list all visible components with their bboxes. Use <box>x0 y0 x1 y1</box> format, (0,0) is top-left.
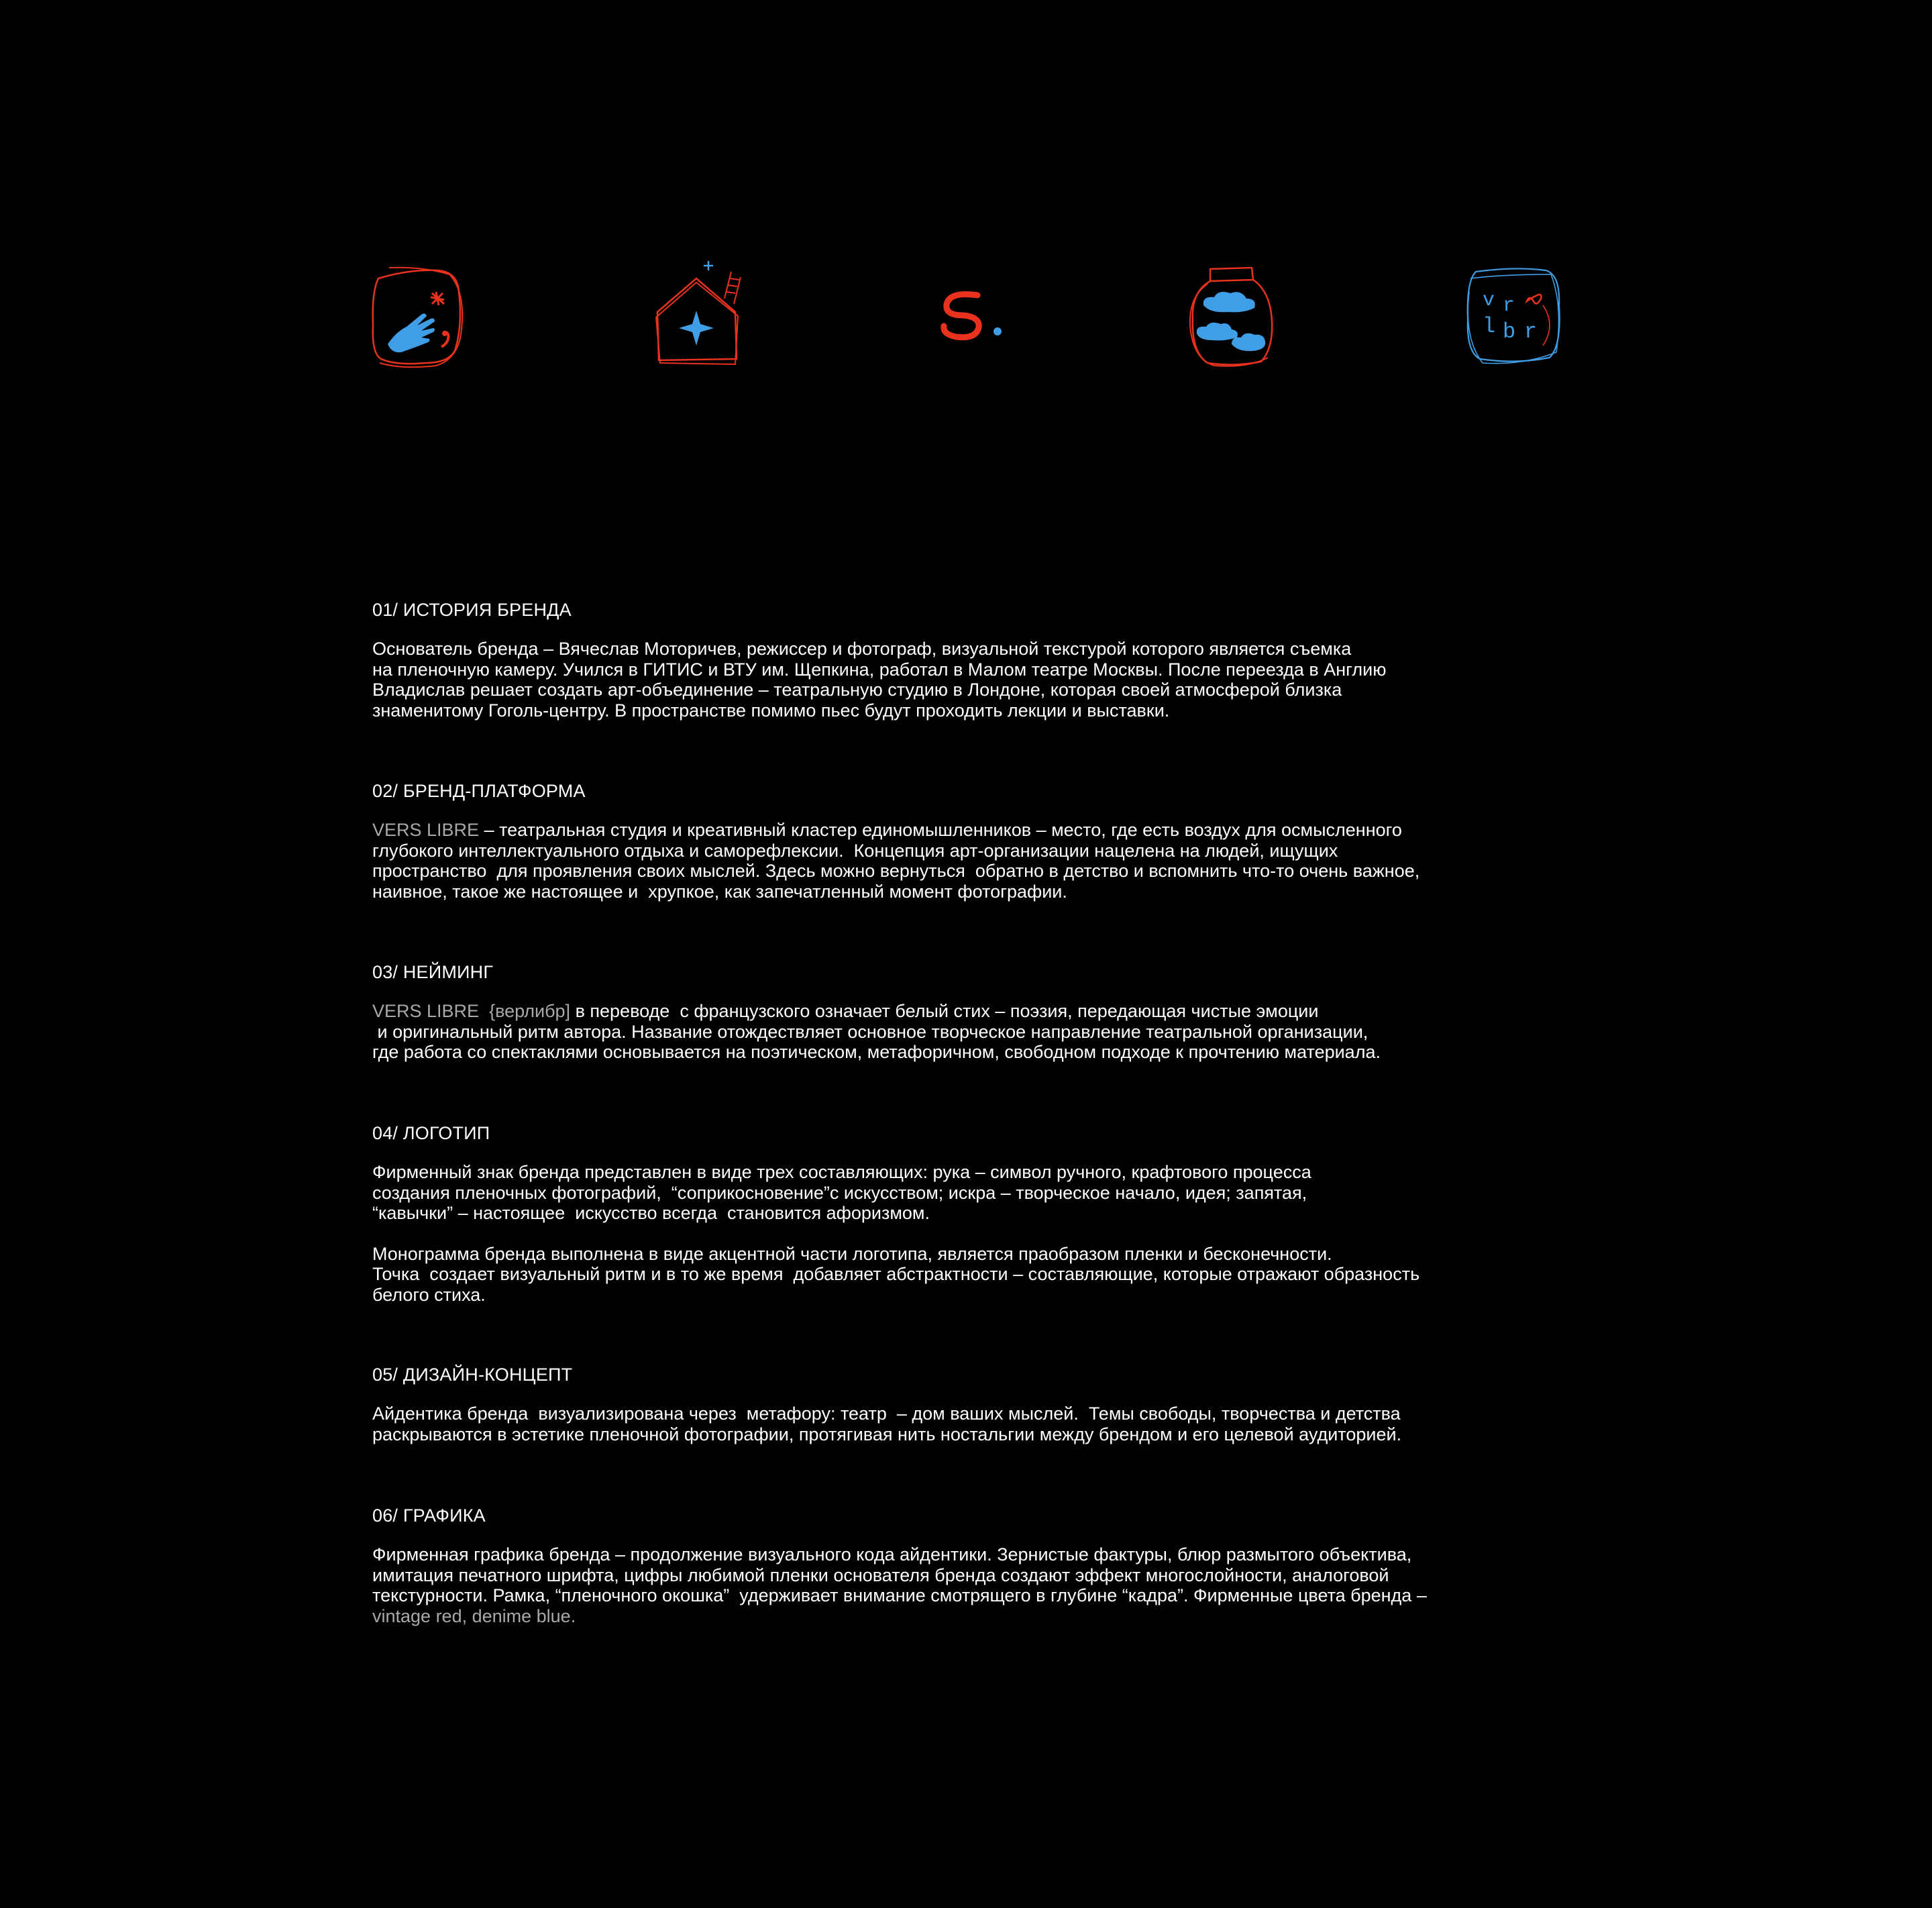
paragraph-line: “кавычки” – настоящее искусство всегда становится афоризмом. <box>372 1203 930 1223</box>
vrlbr-letter-b: b <box>1503 319 1516 344</box>
paragraph-line: и оригинальный ритм автора. Название отождествляет основное творческое направление театральной организации, <box>372 1021 1368 1042</box>
logo-icons-row <box>0 0 1932 470</box>
brand-name-lead: VERS LIBRE <box>372 820 480 840</box>
section-title: 04/ ЛОГОТИП <box>372 1123 490 1143</box>
paragraph-line <box>372 1001 1587 1022</box>
paragraph-line: наивное, такое же настоящее и хрупкое, как запечатленный момент фотографии. <box>372 881 1067 902</box>
house-star-icon <box>651 258 758 372</box>
paragraph-text: в переводе с французского означает белый стих – поэзия, передающая чистые эмоции <box>570 1001 1319 1021</box>
paragraph-line: раскрываются в эстетике пленочной фотографии, протягивая нить ностальгии между брендом и его целевой аудиторией. <box>372 1424 1402 1444</box>
paragraph-line: Фирменная графика бренда – продолжение визуального кода айдентики. Зернистые фактуры, блюр размытого объектива, <box>372 1544 1412 1565</box>
paragraph-line: Монограмма бренда выполнена в виде акцентной части логотипа, является праобразом пленки и бесконечности. <box>372 1243 1332 1264</box>
paragraph-line: белого стиха. <box>372 1284 486 1305</box>
paragraph-line: на пленочную камеру. Учился в ГИТИС и ВТУ им. Щепкина, работал в Малом театре Москвы. После переезда в Англию <box>372 659 1387 680</box>
paragraph-line: Айдентика бренда визуализирована через метафору: театр – дом ваших мыслей. Темы свободы, творчества и детства <box>372 1403 1401 1424</box>
hand-spark-comma-icon <box>369 265 466 369</box>
paragraph-line: имитация печатного шрифта, цифры любимой пленки основателя бренда создают эффект многослойности, аналоговой <box>372 1565 1389 1585</box>
paragraph-line: создания пленочных фотографий, “соприкосновение”с искусством; искра – творческое начало, идея; запятая, <box>372 1182 1307 1203</box>
paragraph-line: пространство для проявления своих мыслей. Здесь можно вернуться обратно в детство и вспомнить что-то очень важное, <box>372 861 1420 881</box>
section-title: 06/ ГРАФИКА <box>372 1505 486 1526</box>
section-graphics <box>372 1504 1587 1626</box>
paragraph-line <box>372 820 1587 841</box>
section-design-concept <box>372 1363 1587 1444</box>
paragraph-line: Основатель бренда – Вячеслав Моторичев, режиссер и фотограф, визуальной текстурой которого является съемка <box>372 639 1352 659</box>
paragraph-line: текстурности. Рамка, “пленочного окошка” удерживает внимание смотрящего в глубине “кадра”. Фирменные цвета бренда – <box>372 1585 1427 1605</box>
vrlbr-monogram-icon <box>1462 265 1563 366</box>
vrlbr-letter-v: v <box>1483 289 1495 312</box>
section-brand-platform <box>372 780 1587 902</box>
vrlbr-letter-r: r <box>1503 295 1515 317</box>
section-brand-history <box>372 598 1587 721</box>
section-title: 01/ ИСТОРИЯ БРЕНДА <box>372 600 572 620</box>
vrlbr-letter-l: l <box>1483 314 1496 339</box>
section-title: 05/ ДИЗАЙН-КОНЦЕПТ <box>372 1365 573 1385</box>
monogram-icon <box>936 288 1010 342</box>
paragraph-line: Фирменный знак бренда представлен в виде трех составляющих: рука – символ ручного, крафтового процесса <box>372 1162 1311 1182</box>
section-naming <box>372 961 1587 1063</box>
paragraph-text: – театральная студия и креативный кластер единомышленников – место, где есть воздух для осмысленного <box>479 820 1402 840</box>
vrlbr-letter-r2: r <box>1524 319 1538 344</box>
section-title: 02/ БРЕНД-ПЛАТФОРМА <box>372 781 586 801</box>
paragraph-line: где работа со спектаклями основывается на поэтическом, метафоричном, свободном подходе к прочтению материала. <box>372 1042 1381 1062</box>
section-title: 03/ НЕЙМИНГ <box>372 962 494 982</box>
paragraph-line: знаменитому Гоголь-центру. В пространстве помимо пьес будут проходить лекции и выставки. <box>372 700 1170 721</box>
paragraph-line: Владислав решает создать арт-объединение – театральную студию в Лондоне, которая своей атмосферой близка <box>372 680 1342 700</box>
paragraph-line: Точка создает визуальный ритм и в то же время добавляет абстрактности – составляющие, которые отражают образность <box>372 1264 1420 1284</box>
paragraph-line: глубокого интеллектуального отдыха и саморефлексии. Концепция арт-организации нацелена на людей, ищущих <box>372 840 1338 861</box>
brand-colors-line: vintage red, denime blue. <box>372 1605 576 1626</box>
jar-clouds-icon <box>1187 265 1278 369</box>
brand-name-lead: VERS LIBRE {верлибр] <box>372 1001 571 1021</box>
section-logo <box>372 1122 1587 1305</box>
